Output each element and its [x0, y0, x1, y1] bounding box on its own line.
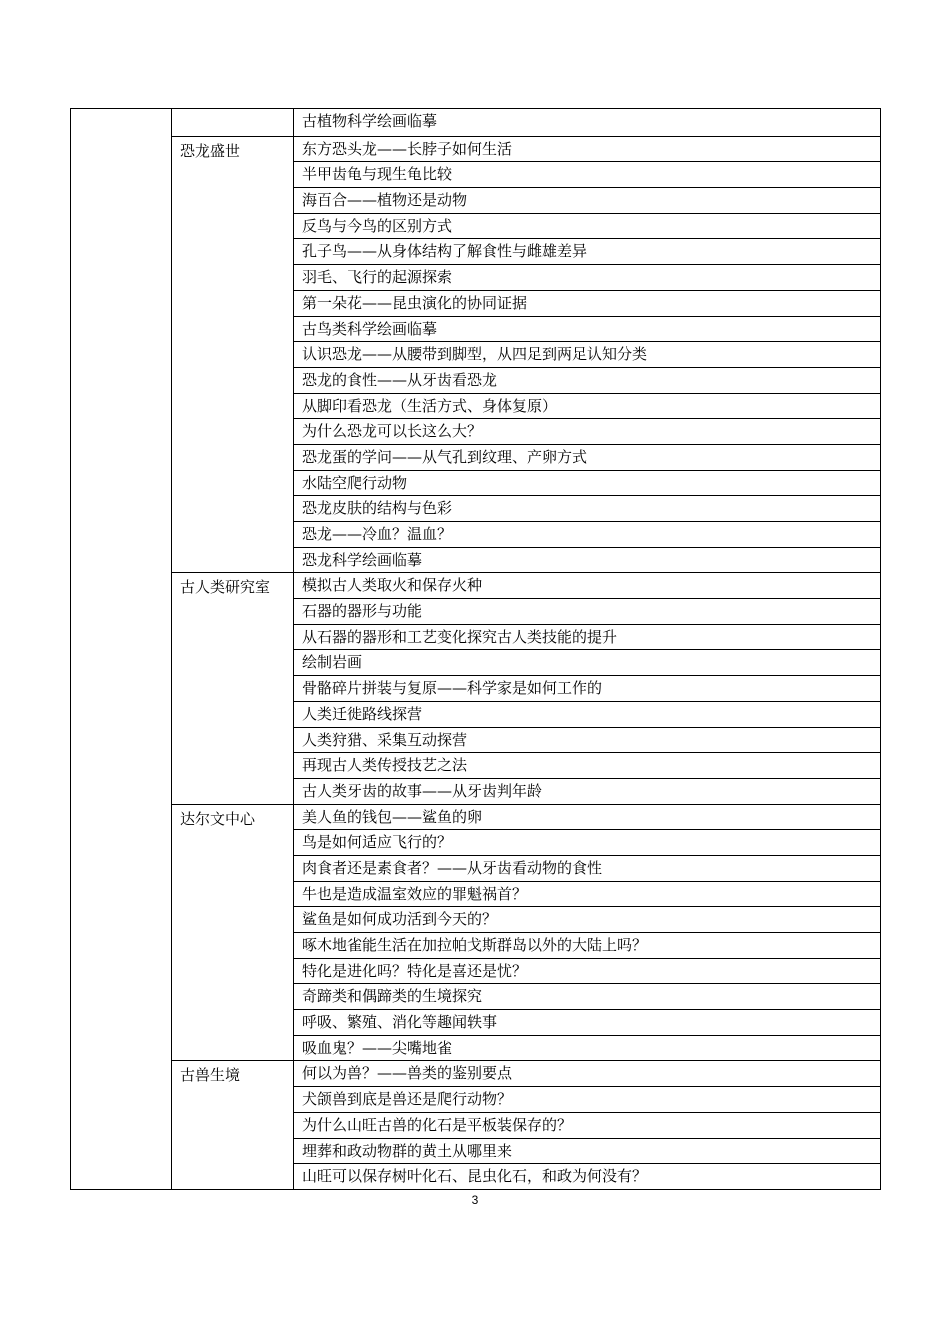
- activity-cell: 半甲齿龟与现生龟比较: [294, 162, 881, 188]
- activity-cell: 鲨鱼是如何成功活到今天的？: [294, 907, 881, 933]
- section-cell: 达尔文中心: [172, 804, 294, 1061]
- activity-cell: 啄木地雀能生活在加拉帕戈斯群岛以外的大陆上吗？: [294, 933, 881, 959]
- activity-cell: 骨骼碎片拼装与复原——科学家是如何工作的: [294, 676, 881, 702]
- activity-cell: 人类迁徙路线探营: [294, 701, 881, 727]
- table-row: [71, 573, 881, 599]
- activity-cell: 特化是进化吗？特化是喜还是忧？: [294, 958, 881, 984]
- activity-cell: 恐龙皮肤的结构与色彩: [294, 496, 881, 522]
- category-cell: [71, 109, 172, 1190]
- activity-cell: 古鸟类科学绘画临摹: [294, 316, 881, 342]
- activity-cell: 从石器的器形和工艺变化探究古人类技能的提升: [294, 624, 881, 650]
- activity-cell: 呼吸、繁殖、消化等趣闻轶事: [294, 1010, 881, 1036]
- activity-cell: 美人鱼的钱包——鲨鱼的卵: [294, 804, 881, 830]
- activity-cell: 东方恐头龙——长脖子如何生活: [294, 136, 881, 162]
- activity-cell: 海百合——植物还是动物: [294, 188, 881, 214]
- activity-cell: 恐龙——冷血？温血？: [294, 522, 881, 548]
- activity-cell: 人类狩猎、采集互动探营: [294, 727, 881, 753]
- activity-cell: 恐龙科学绘画临摹: [294, 547, 881, 573]
- section-cell: 古人类研究室: [172, 573, 294, 804]
- section-cell: 古兽生境: [172, 1061, 294, 1189]
- activity-cell: 从脚印看恐龙（生活方式、身体复原）: [294, 393, 881, 419]
- activity-cell: 认识恐龙——从腰带到脚型，从四足到两足认知分类: [294, 342, 881, 368]
- activity-cell: 羽毛、飞行的起源探索: [294, 265, 881, 291]
- activity-cell: 模拟古人类取火和保存火种: [294, 573, 881, 599]
- activity-cell: 再现古人类传授技艺之法: [294, 753, 881, 779]
- section-cell: 恐龙盛世: [172, 136, 294, 573]
- page-number: 3: [471, 1193, 479, 1207]
- activity-cell: 山旺可以保存树叶化石、昆虫化石，和政为何没有？: [294, 1164, 881, 1190]
- activity-cell: 第一朵花——昆虫演化的协同证据: [294, 290, 881, 316]
- activity-cell: 何以为兽？——兽类的鉴别要点: [294, 1061, 881, 1087]
- curriculum-table: [70, 108, 881, 1190]
- table-body: [71, 109, 881, 1190]
- activity-cell: 古人类牙齿的故事——从牙齿判年龄: [294, 778, 881, 804]
- activity-cell: 反鸟与今鸟的区别方式: [294, 213, 881, 239]
- section-cell: [172, 109, 294, 137]
- activity-cell: 为什么山旺古兽的化石是平板装保存的？: [294, 1112, 881, 1138]
- activity-cell: 为什么恐龙可以长这么大？: [294, 419, 881, 445]
- activity-cell: 绘制岩画: [294, 650, 881, 676]
- activity-cell: 恐龙的食性——从牙齿看恐龙: [294, 367, 881, 393]
- activity-cell: 水陆空爬行动物: [294, 470, 881, 496]
- activity-cell: 肉食者还是素食者？——从牙齿看动物的食性: [294, 855, 881, 881]
- table-row: [71, 804, 881, 830]
- table-row: [71, 109, 881, 137]
- activity-cell: 石器的器形与功能: [294, 599, 881, 625]
- activity-cell: 埋葬和政动物群的黄土从哪里来: [294, 1138, 881, 1164]
- activity-cell: 奇蹄类和偶蹄类的生境探究: [294, 984, 881, 1010]
- activity-cell: 吸血鬼？——尖嘴地雀: [294, 1035, 881, 1061]
- activity-cell: 恐龙蛋的学问——从气孔到纹理、产卵方式: [294, 444, 881, 470]
- table-row: [71, 136, 881, 162]
- activity-cell: 犬颌兽到底是兽还是爬行动物？: [294, 1087, 881, 1113]
- table-row: [71, 1061, 881, 1087]
- activity-cell: 孔子鸟——从身体结构了解食性与雌雄差异: [294, 239, 881, 265]
- activity-cell: 古植物科学绘画临摹: [294, 109, 881, 137]
- activity-cell: 鸟是如何适应飞行的？: [294, 830, 881, 856]
- activity-cell: 牛也是造成温室效应的罪魁祸首？: [294, 881, 881, 907]
